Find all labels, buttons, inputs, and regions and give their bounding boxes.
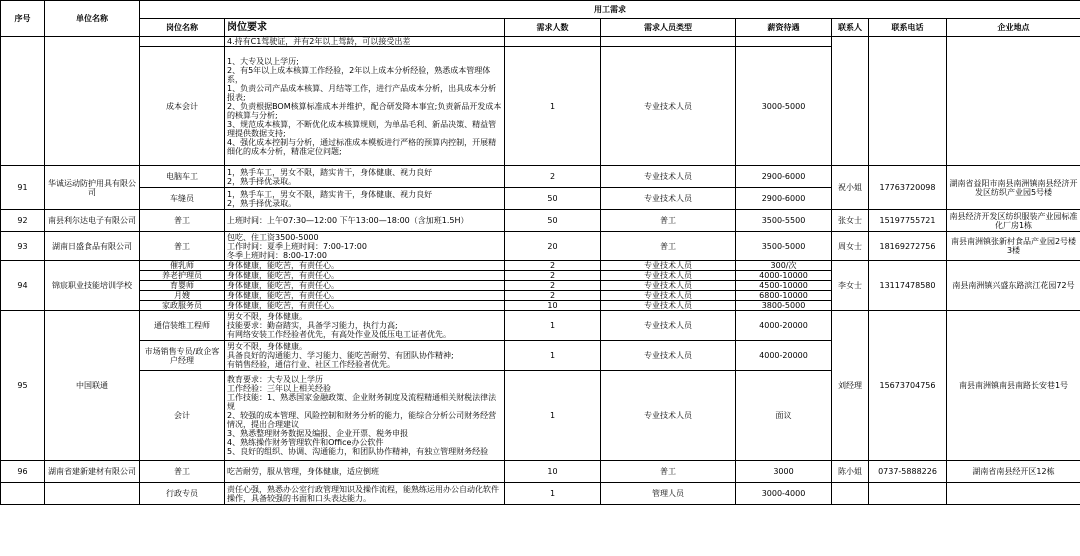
count-cell: 2 xyxy=(505,291,601,301)
salary-cell: 2900-6000 xyxy=(736,188,832,210)
salary-cell: 4500-10000 xyxy=(736,281,832,291)
unit-cell: 华诚运动防护用具有限公司 xyxy=(45,166,140,210)
contact-cell: 祝小姐 xyxy=(832,166,869,210)
col-contact: 联系人 xyxy=(832,19,869,37)
salary-cell: 3000 xyxy=(736,461,832,483)
position-cell: 普工 xyxy=(140,461,225,483)
type-cell: 专业技术人员 xyxy=(601,311,736,341)
requirement-cell: 身体健康，能吃苦，有责任心。 xyxy=(225,301,505,311)
seq-cell: 92 xyxy=(1,210,45,232)
unit-cell: 中国联通 xyxy=(45,311,140,461)
seq-cell: 91 xyxy=(1,166,45,210)
contact-cell: 陈小姐 xyxy=(832,461,869,483)
type-cell: 专业技术人员 xyxy=(601,371,736,461)
type-cell: 普工 xyxy=(601,461,736,483)
count-cell: 2 xyxy=(505,166,601,188)
phone-cell: 0737-5888226 xyxy=(869,461,947,483)
requirement-cell: 身体健康，能吃苦，有责任心。 xyxy=(225,271,505,281)
salary-cell: 6800-10000 xyxy=(736,291,832,301)
requirement-cell: 吃苦耐劳，服从管理，身体健康，适应倒班 xyxy=(225,461,505,483)
address-cell: 南县经济开发区纺织服装产业园标准化厂房1栋 xyxy=(947,210,1080,232)
position-cell: 普工 xyxy=(140,210,225,232)
unit-cell: 湖南日盛食品有限公司 xyxy=(45,232,140,261)
salary-cell: 2900-6000 xyxy=(736,166,832,188)
type-cell: 专业技术人员 xyxy=(601,341,736,371)
count-cell: 50 xyxy=(505,210,601,232)
type-cell: 专业技术人员 xyxy=(601,301,736,311)
requirement-cell: 包吃、住工资3500-5000 工作时间：夏季上班时间：7:00-17:00 冬季上班时间：8:00-17:00 xyxy=(225,232,505,261)
count-cell: 2 xyxy=(505,271,601,281)
phone-cell: 13117478580 xyxy=(869,261,947,311)
salary-cell: 3500-5000 xyxy=(736,232,832,261)
salary-cell: 3000-5000 xyxy=(736,47,832,166)
seq-cell: 95 xyxy=(1,311,45,461)
requirement-cell: 上班时间：上午07:30—12:00 下午13:00—18:00（含加班1.5H） xyxy=(225,210,505,232)
unit-cell: 湖南省建新建材有限公司 xyxy=(45,461,140,483)
salary-cell: 4000-20000 xyxy=(736,341,832,371)
requirement-cell: 1，熟手车工，男女不限，踏实肯干，身体健康、视力良好 2，熟手择优录取。 xyxy=(225,188,505,210)
col-seq: 序号 xyxy=(1,1,45,37)
seq-cell: 96 xyxy=(1,461,45,483)
col-requirement: 岗位要求 xyxy=(225,19,505,37)
type-cell: 专业技术人员 xyxy=(601,261,736,271)
requirement-cell: 1，熟手车工，男女不限，踏实肯干，身体健康、视力良好 2，熟手择优录取。 xyxy=(225,166,505,188)
table-row xyxy=(1,37,1080,47)
requirement-cell: 责任心强，熟悉办公室行政管理知识及操作流程，能熟练运用办公自动化软件操作，具备较强的书面和口头表达能力。 xyxy=(225,483,505,505)
seq-cell: 93 xyxy=(1,232,45,261)
position-cell: 通信装维工程师 xyxy=(140,311,225,341)
count-cell: 1 xyxy=(505,341,601,371)
contact-cell: 刘经理 xyxy=(832,311,869,461)
requirement-cell: 1、大专及以上学历; 2、有5年以上成本核算工作经验，2年以上成本分析经验，熟悉成本管理体系， 1、负责公司产品成本核算、月结等工作，进行产品成本分析，出具成本分析报表; 2、负责根据BOM核算标准成本并维护，配合研发降本事宜;负责新品开发成本的核算与分析; 3、规范成本核算，不断优化成本核算规则，为单品毛利、新品决策、精益管理提供数据支持; 4、强化成本控制与分析，通过标准成本模板进行严格的预算内控制，开展精细化的成本分析，精准定位问题; xyxy=(225,47,505,166)
position-cell: 成本会计 xyxy=(140,47,225,166)
count-cell: 2 xyxy=(505,261,601,271)
position-cell: 月嫂 xyxy=(140,291,225,301)
table-row xyxy=(1,232,1080,261)
phone-cell: 15197755721 xyxy=(869,210,947,232)
salary-cell: 3000-4000 xyxy=(736,483,832,505)
seq-cell: 94 xyxy=(1,261,45,311)
phone-cell: 15673704756 xyxy=(869,311,947,461)
position-cell: 家政服务员 xyxy=(140,301,225,311)
col-group: 用工需求 xyxy=(140,1,1080,19)
position-cell: 行政专员 xyxy=(140,483,225,505)
position-cell: 普工 xyxy=(140,232,225,261)
type-cell: 专业技术人员 xyxy=(601,47,736,166)
col-type: 需求人员类型 xyxy=(601,19,736,37)
table-row xyxy=(1,311,1080,341)
table-row xyxy=(1,461,1080,483)
requirement-cell: 男女不限，身体健康。 技能要求：勤奋踏实，具备学习能力，执行力高; 有网络安装工作经验者优先，有高处作业及低压电工证者优先。 xyxy=(225,311,505,341)
type-cell: 专业技术人员 xyxy=(601,281,736,291)
position-cell: 养老护理员 xyxy=(140,271,225,281)
type-cell: 专业技术人员 xyxy=(601,166,736,188)
requirement-cell: 教育要求：大专及以上学历 工作经验：三年以上相关经验 工作技能：1、熟悉国家金融政策、企业财务制度及流程精通相关财税法律法规 2、较强的成本管理、风险控制和财务分析的能力，能综合分析公司财务经营情况，提出合理建议 3、熟悉整理财务数据及编报、企业开票、税务申报 4、熟练操作财务管理软件和Office办公软件 5、良好的组织、协调、沟通能力，和团队协作精神，有独立管理财务经验 xyxy=(225,371,505,461)
count-cell: 1 xyxy=(505,371,601,461)
phone-cell: 18169272756 xyxy=(869,232,947,261)
type-cell: 专业技术人员 xyxy=(601,271,736,281)
salary-cell: 3800-5000 xyxy=(736,301,832,311)
address-cell: 南县南洲镇张新村食品产业园2号楼3楼 xyxy=(947,232,1080,261)
address-cell: 湖南省益阳市南县南洲镇南县经济开发区纺织产业园5号楼 xyxy=(947,166,1080,210)
col-salary: 薪资待遇 xyxy=(736,19,832,37)
table-row xyxy=(1,210,1080,232)
requirement-cell: 4.持有C1驾驶证，并有2年以上驾龄，可以接受出差 xyxy=(225,37,505,47)
contact-cell: 周女士 xyxy=(832,232,869,261)
count-cell: 2 xyxy=(505,281,601,291)
salary-cell: 4000-10000 xyxy=(736,271,832,281)
col-address: 企业地点 xyxy=(947,19,1080,37)
requirement-cell: 男女不限，身体健康。 具备良好的沟通能力、学习能力、能吃苦耐劳、有团队协作精神; 有销售经验，通信行业、社区工作经验者优先。 xyxy=(225,341,505,371)
contact-cell: 张女士 xyxy=(832,210,869,232)
address-cell: 南县南洲镇兴盛东路滨江花园72号 xyxy=(947,261,1080,311)
subheader-row xyxy=(1,19,1080,37)
header-row xyxy=(1,1,1080,19)
salary-cell: 300/次 xyxy=(736,261,832,271)
type-cell: 普工 xyxy=(601,232,736,261)
salary-cell: 4000-20000 xyxy=(736,311,832,341)
table-row xyxy=(1,261,1080,271)
table-row xyxy=(1,166,1080,188)
type-cell: 普工 xyxy=(601,210,736,232)
count-cell: 1 xyxy=(505,483,601,505)
col-count: 需求人数 xyxy=(505,19,601,37)
count-cell: 20 xyxy=(505,232,601,261)
position-cell: 育婴师 xyxy=(140,281,225,291)
position-cell: 车缝员 xyxy=(140,188,225,210)
count-cell: 50 xyxy=(505,188,601,210)
requirement-cell: 身体健康，能吃苦，有责任心。 xyxy=(225,281,505,291)
type-cell: 管理人员 xyxy=(601,483,736,505)
type-cell: 专业技术人员 xyxy=(601,188,736,210)
address-cell: 湖南省南县经开区12栋 xyxy=(947,461,1080,483)
position-cell: 电脑车工 xyxy=(140,166,225,188)
unit-cell: 南县利尔达电子有限公司 xyxy=(45,210,140,232)
count-cell: 10 xyxy=(505,301,601,311)
phone-cell: 17763720098 xyxy=(869,166,947,210)
count-cell: 1 xyxy=(505,311,601,341)
address-cell: 南县南洲镇南县南路长安巷1号 xyxy=(947,311,1080,461)
col-position: 岗位名称 xyxy=(140,19,225,37)
position-cell: 市场销售专员/政企客户经理 xyxy=(140,341,225,371)
contact-cell: 李女士 xyxy=(832,261,869,311)
count-cell: 1 xyxy=(505,47,601,166)
requirement-cell: 身体健康，能吃苦，有责任心。 xyxy=(225,291,505,301)
col-unit: 单位名称 xyxy=(45,1,140,37)
unit-cell: 锦宸职业技能培训学校 xyxy=(45,261,140,311)
salary-cell: 3500-5500 xyxy=(736,210,832,232)
table-row xyxy=(1,483,1080,505)
position-cell: 催乳师 xyxy=(140,261,225,271)
salary-cell: 面议 xyxy=(736,371,832,461)
requirement-cell: 身体健康，能吃苦，有责任心。 xyxy=(225,261,505,271)
position-cell: 会计 xyxy=(140,371,225,461)
type-cell: 专业技术人员 xyxy=(601,291,736,301)
count-cell: 10 xyxy=(505,461,601,483)
col-phone: 联系电话 xyxy=(869,19,947,37)
